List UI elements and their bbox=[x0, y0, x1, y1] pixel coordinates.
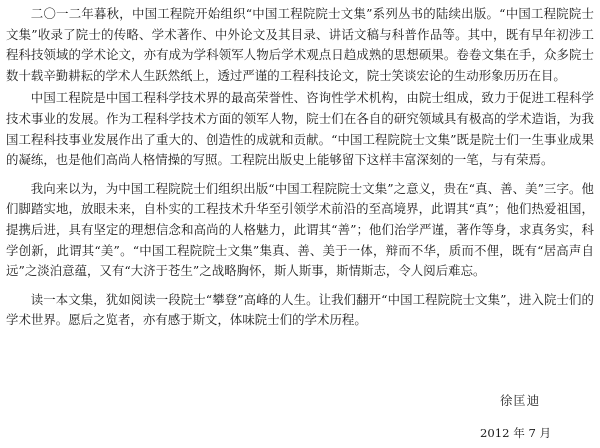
paragraph-2: 中国工程院是中国工程科学技术界的最高荣誉性、咨询性学术机构，由院士组成，致力于促进工程科学技术事业的发展。作为工程科学技术方面的领军人物，院士们在各自的研究领域具有极高的学术造诣，为我国工程科技事业发展作出了重大的、创造性的成就和贡献。“中国工程院院士文集”既是院士们一生事业成果的凝练，也是他们高尚人格情操的写照。工程院出版史上能够留下这样丰富深刻的一笔，与有荣焉。 bbox=[6, 90, 594, 168]
paragraph-3: 我向来以为，为中国工程院院士们组织出版“中国工程院院士文集”之意义，贵在“真、善、美”三字。他们脚踏实地，放眼未来，自朴实的工程技术升华至引领学术前沿的至高境界，此谓其“真”；他们热爱祖国，提携后进，具有坚定的理想信念和高尚的人格魅力，此谓其“善”；他们治学严谨，著作等身，求真务实，科学创新，此谓其“美”。“中国工程院院士文集”集真、善、美于一体，辩而不华，质而不俚，既有“居高声自远”之淡泊意蕴，又有“大济于苍生”之战略胸怀，斯人斯事，斯情斯志，令人阅后难忘。 bbox=[6, 180, 594, 279]
author-name: 徐匡迪 bbox=[500, 393, 541, 408]
paragraph-4: 读一本文集，犹如阅读一段院士“攀登”高峰的人生。让我们翻开“中国工程院院士文集”，进入院士们的学术世界。愿后之览者，亦有感于斯文，体味院士们的学术历程。 bbox=[6, 291, 594, 328]
signature-block bbox=[480, 392, 590, 442]
paragraph-1: 二〇一二年暮秋，中国工程院开始组织“中国工程院院士文集”系列丛书的陆续出版。“中国工程院院士文集”收录了院士的传略、学术著作、中外论文及其目录、讲话文稿与科普作品等。其中，既有早年初涉工程科技领域的学术论文，亦有成为学科领军人物后学术观点日趋成熟的思想硕果。卷卷文集在手，众多院士数十载辛勤耕耘的学术人生跃然纸上，透过严谨的工程科技论文，院士笑谈宏论的生动形象历历在目。 bbox=[6, 6, 594, 83]
signature-date: 2012 年 7 月 bbox=[480, 426, 552, 440]
preface-body bbox=[6, 4, 594, 331]
